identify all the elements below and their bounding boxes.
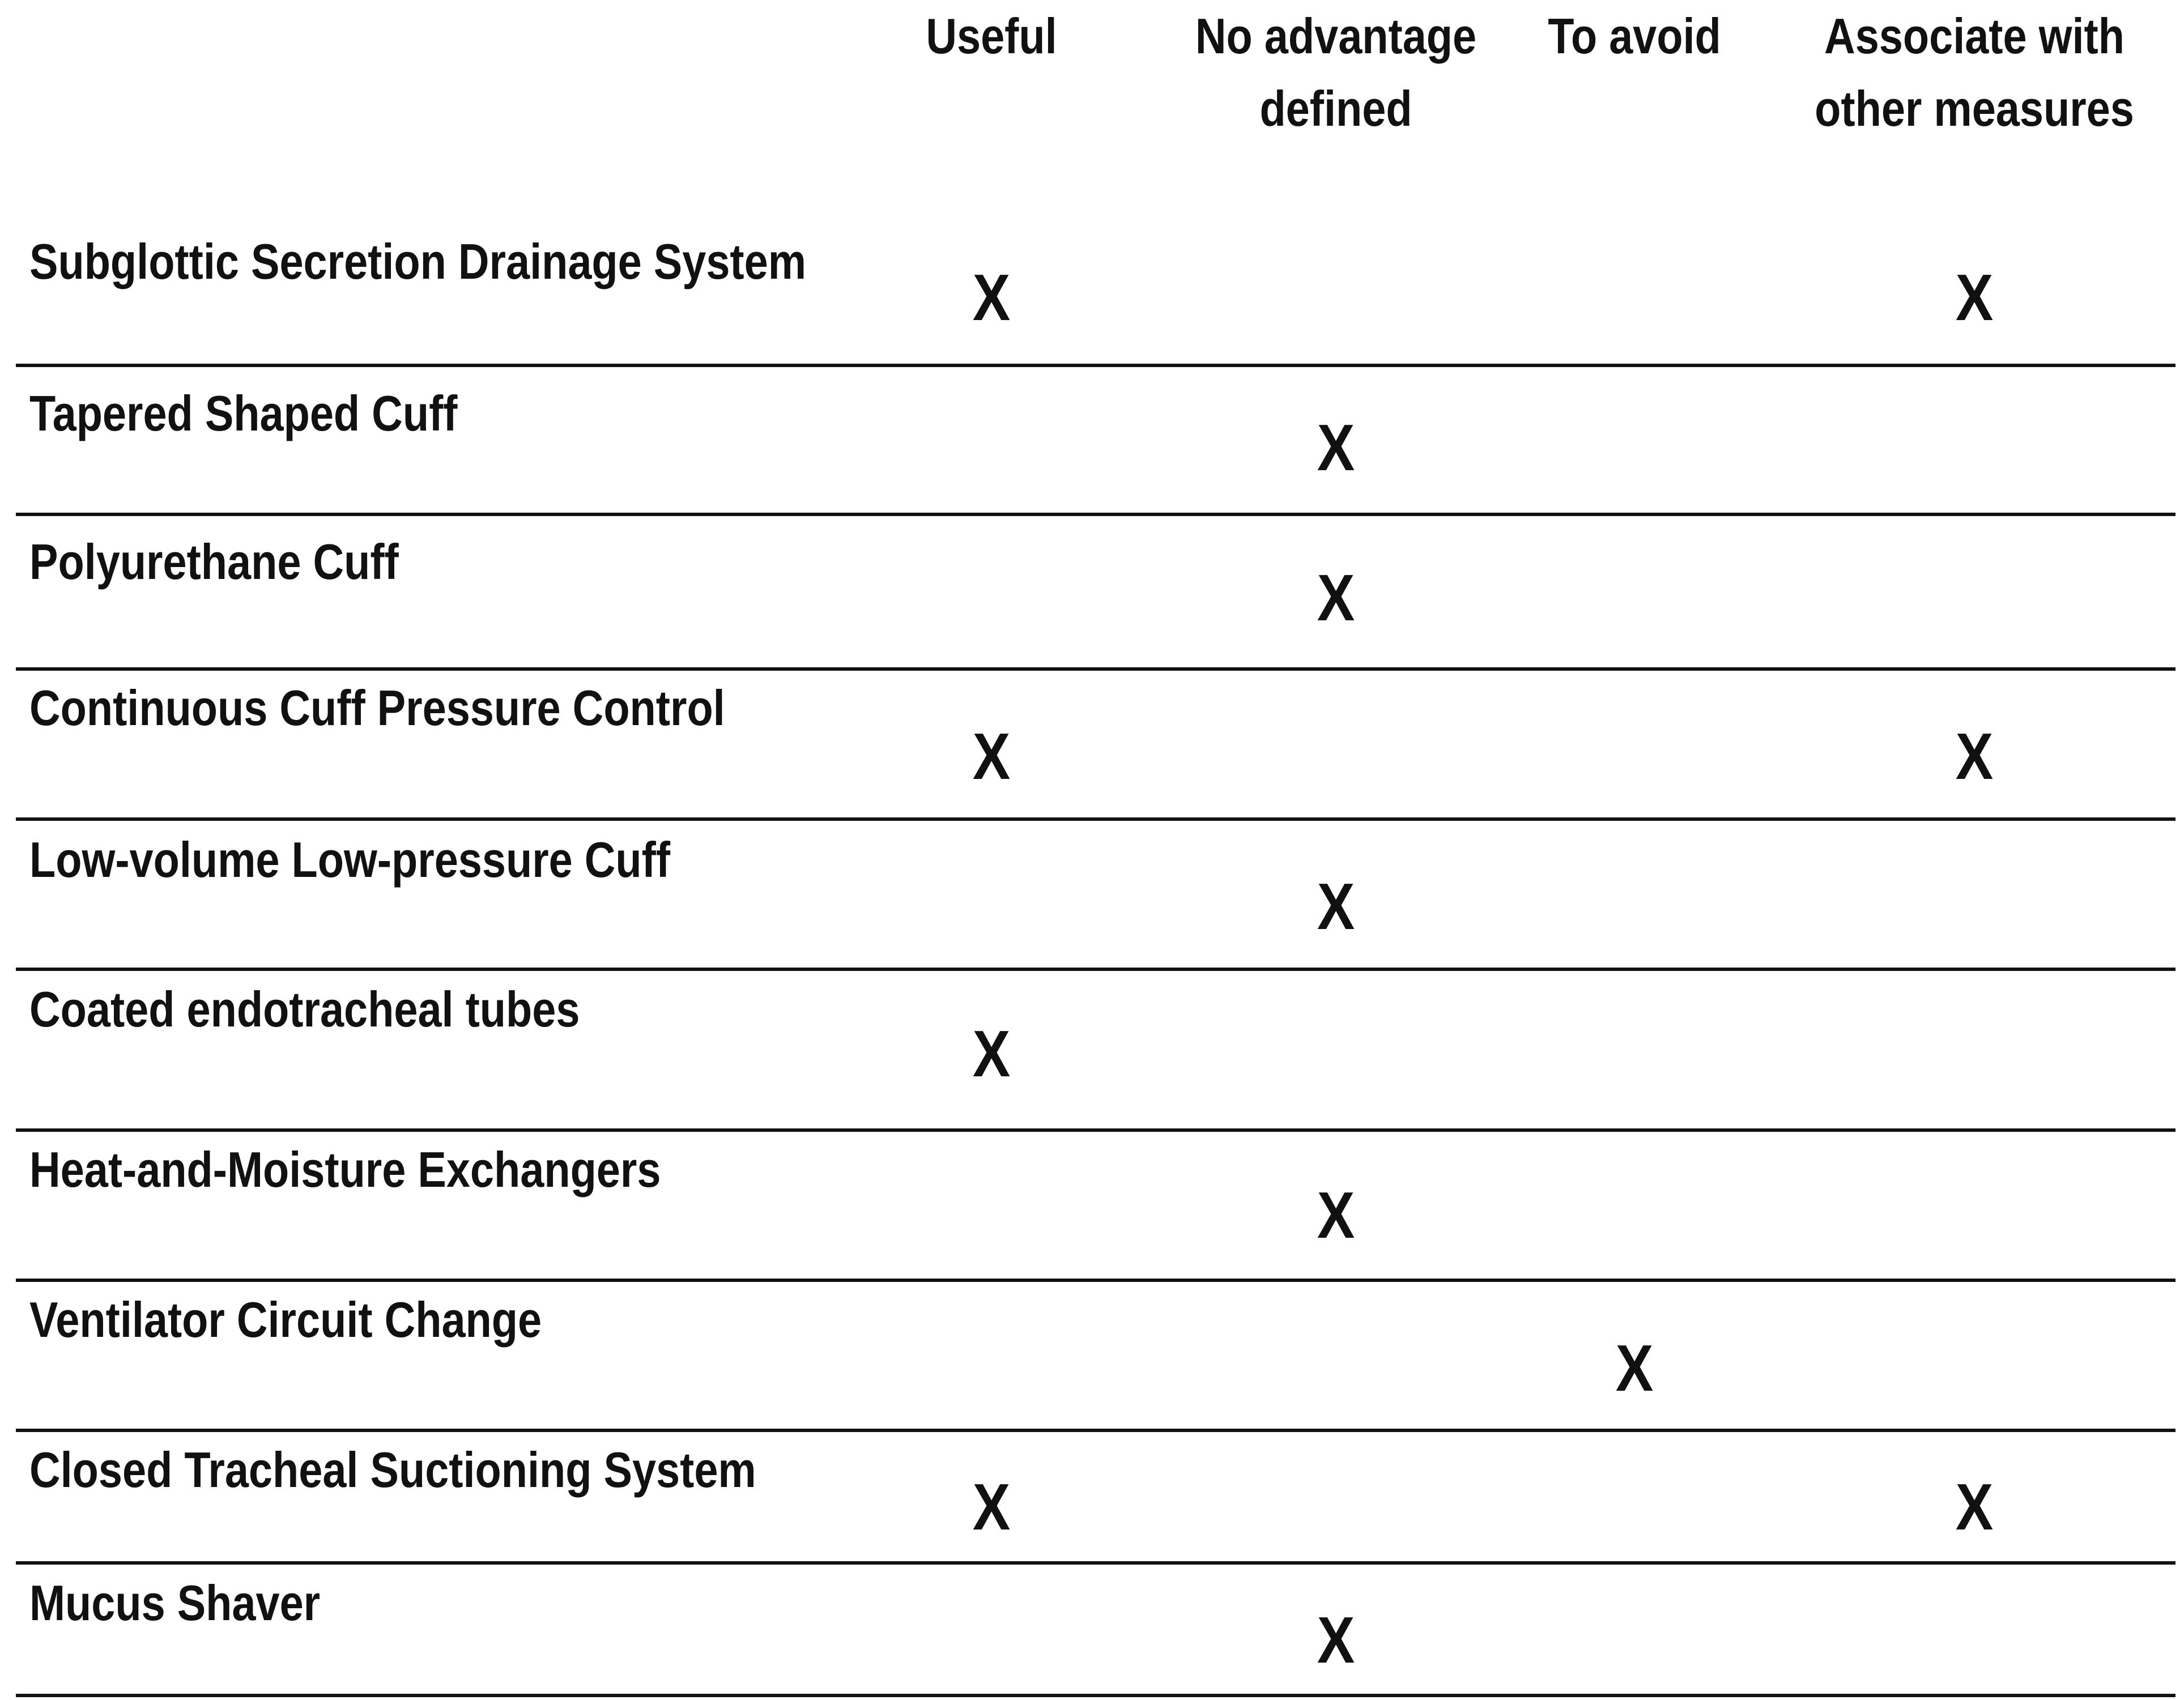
row-label: Polyurethane Cuff <box>29 534 399 590</box>
column-header: Useful <box>926 8 1057 64</box>
row-label: Ventilator Circuit Change <box>29 1292 542 1348</box>
row-divider <box>16 364 2176 367</box>
check-mark: X <box>972 719 1011 793</box>
row-divider <box>16 968 2176 971</box>
check-mark: X <box>1317 1603 1355 1677</box>
row-divider <box>16 1279 2176 1282</box>
row-divider <box>16 817 2176 821</box>
row-divider <box>16 1694 2176 1697</box>
column-header: No advantage defined <box>1195 8 1477 137</box>
check-mark: X <box>972 261 1011 334</box>
check-mark: X <box>1955 261 1994 334</box>
row-label: Heat-and-Moisture Exchangers <box>29 1141 661 1198</box>
check-mark: X <box>1317 870 1355 943</box>
row-label: Tapered Shaped Cuff <box>29 385 458 441</box>
row-divider <box>16 1128 2176 1132</box>
row-label: Continuous Cuff Pressure Control <box>29 680 725 736</box>
row-label: Coated endotracheal tubes <box>29 981 580 1037</box>
row-divider <box>16 1561 2176 1565</box>
check-mark: X <box>1955 719 1994 793</box>
row-divider <box>16 667 2176 671</box>
column-header: Associate with other measures <box>1815 8 2134 137</box>
check-mark: X <box>1317 1178 1355 1252</box>
check-mark: X <box>1955 1470 1994 1544</box>
column-header: To avoid <box>1548 8 1721 64</box>
row-label: Mucus Shaver <box>29 1575 321 1631</box>
row-divider <box>16 1429 2176 1432</box>
row-label: Closed Tracheal Suctioning System <box>29 1442 756 1498</box>
row-label: Subglottic Secretion Drainage System <box>29 233 807 289</box>
row-divider <box>16 513 2176 516</box>
check-mark: X <box>1615 1331 1654 1405</box>
check-mark: X <box>972 1017 1011 1090</box>
check-mark: X <box>1317 411 1355 484</box>
row-label: Low-volume Low-pressure Cuff <box>29 832 671 888</box>
check-mark: X <box>972 1470 1011 1544</box>
check-mark: X <box>1317 561 1355 634</box>
